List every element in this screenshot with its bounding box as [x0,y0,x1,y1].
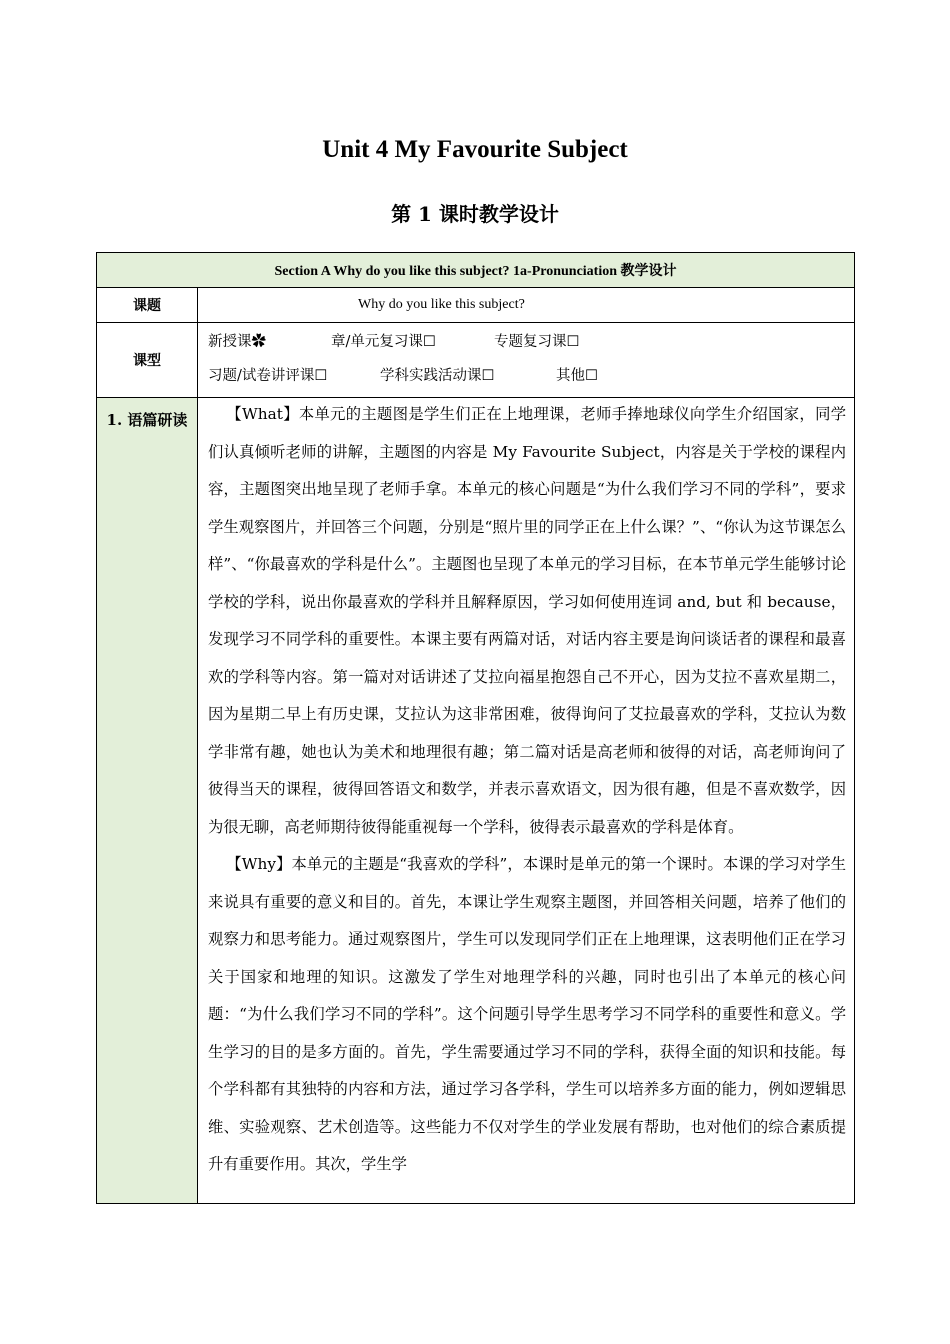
lesson-plan-table [96,252,855,1204]
option-topic-review[interactable]: 专题复习课☐ [494,334,580,350]
option-new-lesson[interactable]: 新授课✿ [208,334,266,350]
lesson-type-options [198,323,855,398]
option-practice-activity[interactable]: 学科实践活动课☐ [380,368,495,384]
lesson-type-row-2 [208,359,854,393]
reading-label: 1. 语篇研读 [97,398,198,1204]
reading-content [198,398,855,1204]
section-header [97,253,855,288]
document-title: Unit 4 My Favourite Subject [322,136,628,163]
topic-value: Why do you like this subject? [198,288,855,323]
option-exercise-review[interactable]: 习题/试卷讲评课☐ [208,368,328,384]
paragraph-what: 【What】本单元的主题图是学生们正在上地理课，老师手捧地球仪向学生介绍国家，同学们认真倾听老师的讲解，主题图的内容是 My Favourite Subject，内容是关于学校的课程内容，主题图突出地呈现了老师手拿。本单元的核心问题是“为什么我们学习不同的学科”，要求学生观察图片，并回答三个问题，分别是“照片里的同学正在上什么课？”、“你认为这节课怎么样”、“你最喜欢的学科是什么”。主题图也呈现了本单元的学习目标，在本节单元学生能够讨论学校的学科，说出你最喜欢的学科并且解释原因，学习如何使用连词 and, but 和 because，发现学习不同学科的重要性。本课主要有两篇对话，对话内容主要是询问谈话者的课程和最喜欢的学科等内容。第一篇对对话讲述了艾拉向福星抱怨自己不开心，因为艾拉不喜欢星期二，因为星期二早上有历史课，艾拉认为这非常困难，彼得询问了艾拉最喜欢的学科，艾拉认为数学非常有趣，她也认为美术和地理很有趣；第二篇对话是高老师和彼得的对话，高老师询问了彼得当天的课程，彼得回答语文和数学，并表示喜欢语文，因为很有趣，但是不喜欢数学，因为很无聊，高老师期待彼得能重视每一个学科，彼得表示最喜欢的学科是体育。 [208,405,847,836]
lesson-type-row-1 [208,325,854,359]
lesson-type-label: 课型 [97,323,198,398]
topic-label: 课题 [97,288,198,323]
paragraph-why: 【Why】本单元的主题是“我喜欢的学科”，本课时是单元的第一个课时。本课的学习对学生来说具有重要的意义和目的。首先，本课让学生观察主题图，并回答相关问题，培养了他们的观察力和思考能力。通过观察图片，学生可以发现同学们正在上地理课，这表明他们正在学习关于国家和地理的知识。这激发了学生对地理学科的兴趣，同时也引出了本单元的核心问题：“为什么我们学习不同的学科”。这个问题引导学生思考学习不同学科的重要性和意义。学生学习的目的是多方面的。首先，学生需要通过学习不同的学科，获得全面的知识和技能。每个学科都有其独特的内容和方法，通过学习各学科，学生可以培养多方面的能力，例如逻辑思维、实验观察、艺术创造等。这些能力不仅对学生的学业发展有帮助，也对他们的综合素质提升有重要作用。其次，学生学 [208,855,847,1173]
section-header-text: Section A Why do you like this subject? 1a-Pronunciation 教学设计 [274,264,677,279]
option-other[interactable]: 其他☐ [556,368,598,384]
document-subtitle: 第 1 课时教学设计 [391,202,559,226]
option-unit-review[interactable]: 章/单元复习课☐ [331,334,436,350]
